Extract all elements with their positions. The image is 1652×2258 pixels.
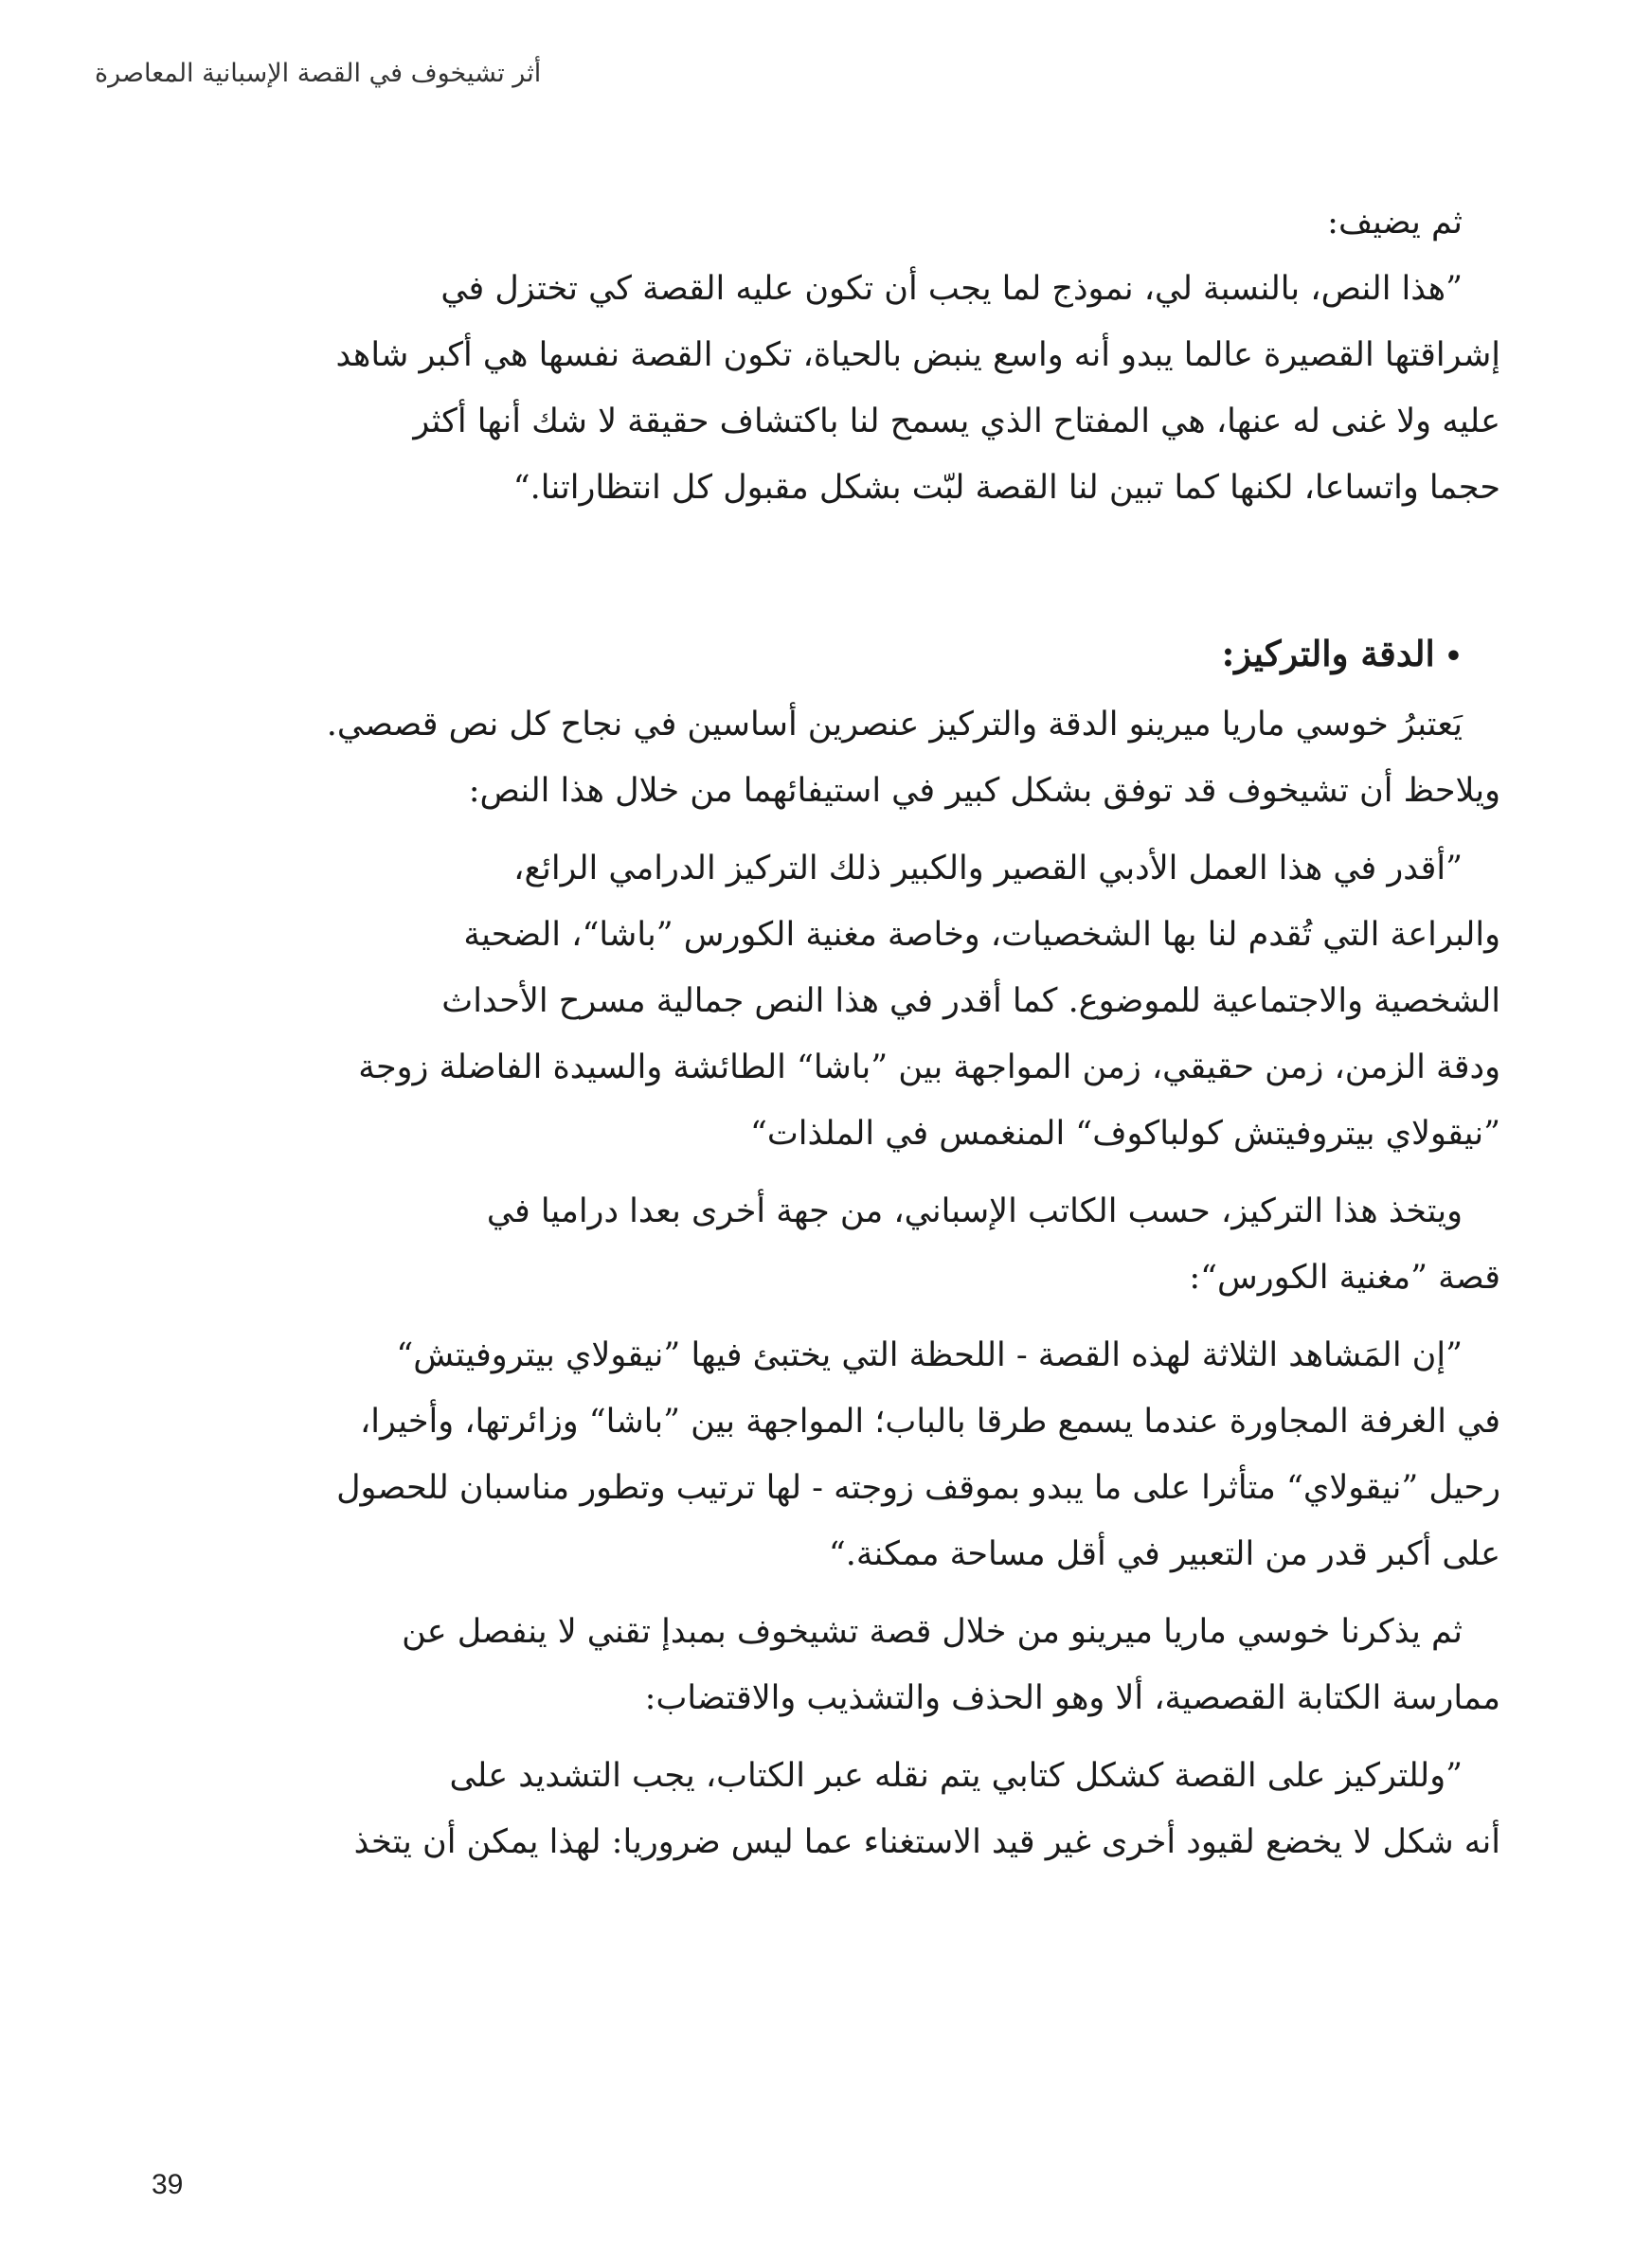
page-number: 39 [152, 2169, 184, 2200]
text-line: ويلاحظ أن تشيخوف قد توفق بشكل كبير في استيفائهما من خلال هذا النص: [468, 772, 1500, 810]
page-body [152, 189, 1500, 1875]
text-line: رحيل ”نيقولاي“ متأثرا على ما يبدو بموقف زوجته - لها ترتيب وتطور مناسبان للحصول [336, 1469, 1500, 1507]
text-line: ويتخذ هذا التركيز، حسب الكاتب الإسباني، من جهة أخرى بعدا دراميا في [486, 1192, 1463, 1230]
text-line: والبراعة التي تُقدم لنا بها الشخصيات، وخاصة مغنية الكورس ”باشا“، الضحية [463, 916, 1500, 954]
text-line: ”هذا النص، بالنسبة لي، نموذج لما يجب أن تكون عليه القصة كي تختزل في [440, 270, 1463, 308]
text-line: الشخصية والاجتماعية للموضوع. كما أقدر في هذا النص جمالية مسرح الأحداث [441, 982, 1500, 1020]
paragraph-intro [152, 189, 1500, 256]
text-line: ”أقدر في هذا العمل الأدبي القصير والكبير ذلك التركيز الدرامي الرائع، [513, 850, 1463, 887]
text-line: ”وللتركيز على القصة كشكل كتابي يتم نقله عبر الكتاب، يجب التشديد على [449, 1757, 1463, 1795]
running-header: أثر تشيخوف في القصة الإسبانية المعاصرة [95, 59, 542, 88]
text-line: ثم يذكرنا خوسي ماريا ميرينو من خلال قصة تشيخوف بمبدإ تقني لا ينفصل عن [402, 1613, 1463, 1651]
section-heading [152, 616, 1500, 691]
text-line: يَعتبرُ خوسي ماريا ميرينو الدقة والتركيز عنصرين أساسين في نجاح كل نص قصصي. [326, 706, 1463, 744]
text-line: إشراقتها القصيرة عالما يبدو أنه واسع ينبض بالحياة، تكون القصة نفسها هي أكبر شاهد [335, 336, 1500, 374]
section-heading-text: الدقة والتركيز: [1221, 633, 1435, 674]
quote-paragraph-2 [152, 835, 1500, 1167]
text-line: أنه شكل لا يخضع لقيود أخرى غير قيد الاستغناء عما ليس ضروريا: لهذا يمكن أن يتخذ [353, 1823, 1500, 1861]
text-line: قصة ”مغنية الكورس“: [1189, 1259, 1500, 1297]
text-line: عليه ولا غنى له عنها، هي المفتاح الذي يسمح لنا باكتشاف حقيقة لا شك أنها أكثر [413, 403, 1500, 440]
bullet-icon: • [1444, 640, 1463, 673]
text-line: ”نيقولاي بيتروفيتش كولباكوف“ المنغمس في الملذات“ [749, 1115, 1500, 1153]
paragraph-dramatic [152, 1178, 1500, 1311]
text-line: ”إن المَشاهد الثلاثة لهذه القصة - اللحظة التي يختبئ فيها ”نيقولاي بيتروفيتش“ [396, 1336, 1463, 1374]
text-line: ثم يضيف: [1327, 204, 1463, 242]
paragraph-precision [152, 691, 1500, 824]
text-line: ودقة الزمن، زمن حقيقي، زمن المواجهة بين ”باشا“ الطائشة والسيدة الفاضلة زوجة [358, 1048, 1500, 1086]
paragraph-technique [152, 1599, 1500, 1731]
quote-paragraph-3 [152, 1322, 1500, 1587]
text-line: في الغرفة المجاورة عندما يسمع طرقا بالباب؛ المواجهة بين ”باشا“ وزائرتها، وأخيرا، [359, 1403, 1500, 1441]
text-line: ممارسة الكتابة القصصية، ألا وهو الحذف والتشذيب والاقتضاب: [644, 1679, 1500, 1717]
text-line: على أكبر قدر من التعبير في أقل مساحة ممكنة.“ [828, 1535, 1500, 1573]
quote-paragraph-1 [152, 256, 1500, 521]
quote-paragraph-4 [152, 1743, 1500, 1875]
text-line: حجما واتساعا، لكنها كما تبين لنا القصة لبّت بشكل مقبول كل انتظاراتنا.“ [512, 469, 1500, 507]
